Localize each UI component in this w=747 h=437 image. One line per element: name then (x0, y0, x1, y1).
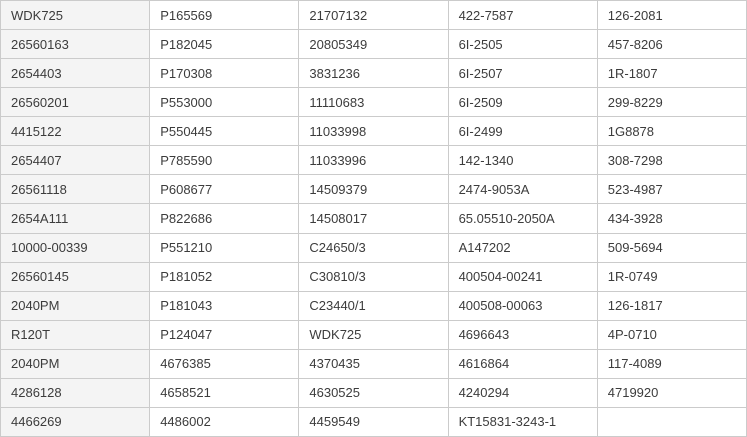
table-cell: 26560201 (1, 88, 150, 117)
table-cell: 4616864 (448, 349, 597, 378)
table-cell (597, 407, 746, 436)
table-cell: P822686 (150, 204, 299, 233)
table-cell: 6I-2509 (448, 88, 597, 117)
table-cell: 11110683 (299, 88, 448, 117)
table-body (1, 1, 747, 437)
table-cell: 126-2081 (597, 1, 746, 30)
table-cell: 4658521 (150, 378, 299, 407)
table-cell: 11033998 (299, 117, 448, 146)
table-cell: P553000 (150, 88, 299, 117)
table-cell: 2654407 (1, 146, 150, 175)
table-cell: 142-1340 (448, 146, 597, 175)
table-cell: 6I-2505 (448, 30, 597, 59)
table-row (1, 117, 747, 146)
table-cell: P124047 (150, 320, 299, 349)
table-row (1, 349, 747, 378)
table-cell: P785590 (150, 146, 299, 175)
table-cell: 4459549 (299, 407, 448, 436)
table-cell: 1R-0749 (597, 262, 746, 291)
table-cell: 400508-00063 (448, 291, 597, 320)
table-cell: 1R-1807 (597, 59, 746, 88)
table-cell: 4486002 (150, 407, 299, 436)
table-row (1, 146, 747, 175)
table-row (1, 204, 747, 233)
table-cell: WDK725 (1, 1, 150, 30)
table-cell: P551210 (150, 233, 299, 262)
table-cell: 457-8206 (597, 30, 746, 59)
table-cell: 14509379 (299, 175, 448, 204)
table-cell: 26561118 (1, 175, 150, 204)
table-cell: A147202 (448, 233, 597, 262)
table-cell: 2474-9053A (448, 175, 597, 204)
table-cell: P608677 (150, 175, 299, 204)
table-row (1, 59, 747, 88)
table-cell: 14508017 (299, 204, 448, 233)
table-cell: 4719920 (597, 378, 746, 407)
table-row (1, 30, 747, 59)
table-cell: 2040PM (1, 291, 150, 320)
table-cell: P165569 (150, 1, 299, 30)
table-cell: P170308 (150, 59, 299, 88)
table-cell: R120T (1, 320, 150, 349)
table-cell: 4286128 (1, 378, 150, 407)
table-cell: 299-8229 (597, 88, 746, 117)
table-row (1, 407, 747, 436)
table-cell: 2654A111 (1, 204, 150, 233)
table-row (1, 262, 747, 291)
table-cell: P181043 (150, 291, 299, 320)
table-cell: 523-4987 (597, 175, 746, 204)
table-cell: P181052 (150, 262, 299, 291)
table-row (1, 88, 747, 117)
table-cell: 4415122 (1, 117, 150, 146)
table-cell: 4370435 (299, 349, 448, 378)
table-cell: 20805349 (299, 30, 448, 59)
table-cell: 4676385 (150, 349, 299, 378)
table-row (1, 1, 747, 30)
table-cell: 126-1817 (597, 291, 746, 320)
table-cell: 26560163 (1, 30, 150, 59)
table-cell: P550445 (150, 117, 299, 146)
table-cell: 2654403 (1, 59, 150, 88)
table-cell: 26560145 (1, 262, 150, 291)
table-cell: 434-3928 (597, 204, 746, 233)
table-cell: C30810/3 (299, 262, 448, 291)
table-cell: C23440/1 (299, 291, 448, 320)
table-row (1, 320, 747, 349)
table-cell: WDK725 (299, 320, 448, 349)
table-cell: 11033996 (299, 146, 448, 175)
table-cell: 4240294 (448, 378, 597, 407)
table-cell: 117-4089 (597, 349, 746, 378)
table-row (1, 378, 747, 407)
table-cell: KT15831-3243-1 (448, 407, 597, 436)
table-cell: 6I-2507 (448, 59, 597, 88)
table-cell: 422-7587 (448, 1, 597, 30)
table-cell: 3831236 (299, 59, 448, 88)
table-cell: 509-5694 (597, 233, 746, 262)
table-cell: 308-7298 (597, 146, 746, 175)
table-cell: 2040PM (1, 349, 150, 378)
table-cell: 6I-2499 (448, 117, 597, 146)
table-row (1, 291, 747, 320)
table-cell: 4630525 (299, 378, 448, 407)
table-cell: P182045 (150, 30, 299, 59)
table-cell: 1G8878 (597, 117, 746, 146)
table-cell: 4696643 (448, 320, 597, 349)
table-cell: 4466269 (1, 407, 150, 436)
table-row (1, 233, 747, 262)
table-cell: 65.05510-2050A (448, 204, 597, 233)
table-cell: 21707132 (299, 1, 448, 30)
table-cell: 400504-00241 (448, 262, 597, 291)
table-row (1, 175, 747, 204)
table-cell: C24650/3 (299, 233, 448, 262)
table-cell: 4P-0710 (597, 320, 746, 349)
table-cell: 10000-00339 (1, 233, 150, 262)
